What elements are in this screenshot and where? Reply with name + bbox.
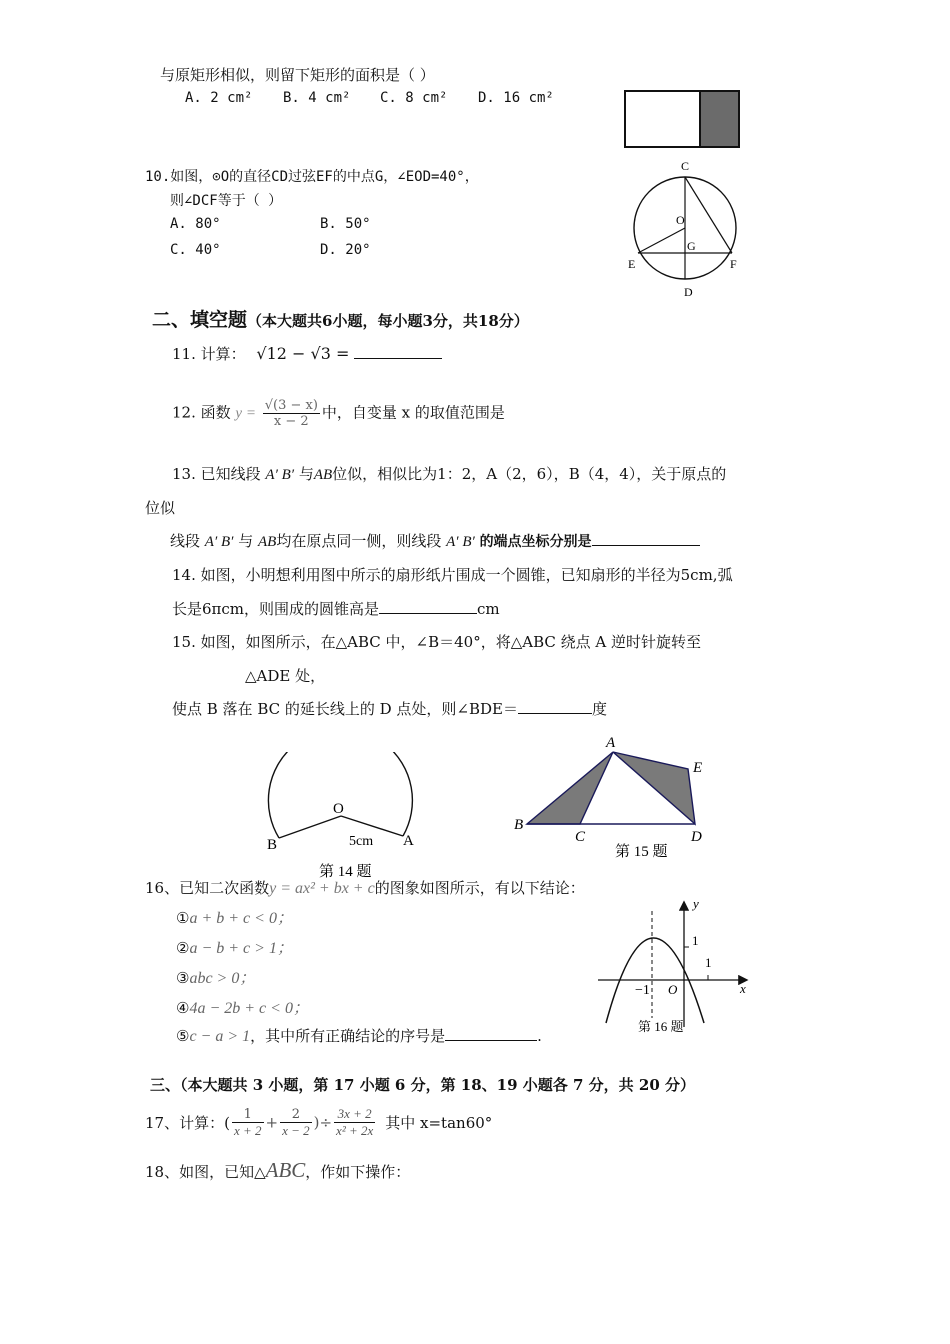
fig16-one-x: 1	[705, 955, 712, 970]
q12-suffix: 中，自变量 x 的取值范围是	[321, 403, 505, 422]
q10-label-c: C	[681, 159, 690, 173]
q9-text: 与原矩形相似，则留下矩形的面积是（ ）	[160, 66, 435, 84]
q13-text-d: 线段	[170, 532, 201, 550]
q16-item-2-num: ②	[176, 939, 190, 957]
q11-expr: √12 − √3 =	[256, 344, 350, 363]
q16-item-5-expr: c − a > 1	[189, 1028, 251, 1045]
q16-item-5	[176, 1025, 542, 1046]
fig15-label-a: A	[606, 735, 616, 751]
q14-line2	[172, 598, 500, 619]
q12	[172, 398, 505, 429]
q17-close: )÷	[313, 1113, 333, 1132]
q10-option-c: C. 40°	[170, 242, 221, 258]
q13-text-f: 均在原点同一侧，则线段	[276, 532, 442, 550]
q16-item-2-expr: a − b + c > 1；	[189, 940, 293, 957]
fig16-x-label: x	[740, 981, 746, 996]
q10-line1: 10.如图，⊙O的直径CD过弦EF的中点G，∠EOD=40°，	[145, 169, 479, 185]
q13-seg3: A′ B′	[204, 534, 234, 550]
q16-item-5-num: ⑤	[176, 1027, 190, 1045]
q13-text-e: 与	[238, 532, 254, 550]
q13-text-b: 与	[298, 465, 314, 483]
fig16-y-label: y	[693, 896, 699, 911]
fig16-neg-one: −1	[635, 983, 650, 998]
q13-point-b: B（4，4），关于原点的	[568, 465, 727, 483]
q11	[172, 343, 442, 364]
q15-line3	[172, 698, 607, 719]
q16-item-4	[176, 995, 309, 1018]
q15-text-a: 使点 B 落在 BC 的延长线上的 D 点处，则∠BDE＝	[172, 700, 519, 718]
fig14-label-b: B	[267, 837, 278, 853]
fig16-caption: 第 16 题	[638, 1019, 684, 1034]
q17-f2-den: x − 2	[282, 1122, 310, 1138]
q14-line1: 14. 如图，小明想利用图中所示的扇形纸片围成一个圆锥，已知扇形的半径为5cm,弧	[172, 566, 733, 584]
section2-note: （本大题共6小题，每小题3分，共18分）	[247, 312, 529, 330]
q12-prefix: 12. 函数	[172, 403, 231, 422]
q9-option-d: D. 16 cm²	[478, 90, 554, 106]
q13-answer-blank	[592, 531, 700, 546]
fig15-caption: 第 15 题	[615, 844, 668, 860]
q10-circle-figure	[620, 158, 750, 300]
section2-heading	[152, 305, 529, 332]
q16-intro-b: 的图象如图所示，有以下结论：	[374, 879, 585, 897]
q10-option-a: A. 80°	[170, 216, 221, 232]
q17-f2-num: 2	[291, 1106, 300, 1122]
fig15-label-b: B	[514, 817, 524, 833]
fig15-triangles	[505, 728, 730, 863]
q17-plus: +	[265, 1113, 279, 1132]
q15-text-b: 度	[592, 700, 608, 718]
q16-item-3-num: ③	[176, 969, 190, 987]
q17-f1-den: x + 2	[233, 1122, 262, 1138]
q14-text-a: 长是6πcm，则围成的圆锥高是	[172, 600, 380, 618]
q9-option-a: A. 2 cm²	[185, 90, 253, 106]
q10-option-b: B. 50°	[320, 216, 371, 232]
q17-fraction-3	[334, 1106, 375, 1139]
q18-prefix: 18、如图，已知△	[145, 1163, 266, 1181]
fig14-label-a: A	[403, 833, 414, 849]
q13-seg5: A′ B′	[446, 534, 475, 550]
q12-fraction	[263, 398, 320, 429]
q16-item-4-expr: 4a − 2b + c < 0；	[189, 1000, 309, 1017]
q16-tail: ，其中所有正确结论的序号是	[250, 1027, 446, 1045]
q18	[145, 1158, 410, 1183]
q10-label-e: E	[628, 257, 636, 271]
q13-point-a: A（2，6），	[486, 465, 569, 483]
q12-y: y =	[235, 405, 256, 422]
q13-line2: 位似	[145, 499, 176, 517]
section2-title: 二、填空题	[152, 309, 248, 331]
q17-fraction-1	[232, 1107, 264, 1139]
q10-label-o: O	[676, 213, 685, 227]
q17	[145, 1106, 492, 1139]
fig16-origin: O	[668, 982, 678, 997]
q10-label-d: D	[684, 285, 693, 299]
q14-answer-blank	[379, 599, 477, 614]
q13-line1	[172, 463, 726, 484]
q15-line2: △ADE 处，	[245, 667, 326, 685]
q16-item-1	[176, 905, 293, 928]
q16-item-4-num: ④	[176, 999, 190, 1017]
q16-period: .	[537, 1027, 542, 1045]
section3-title: 三、（本大题共 3 小题，第 17 小题 6 分，第 18、19 小题各 7 分，共 20 分）	[150, 1076, 695, 1094]
q10-line2: 则∠DCF等于（ ）	[170, 193, 283, 209]
q16-item-3	[176, 965, 255, 988]
fig15-label-d: D	[691, 829, 702, 845]
q16-intro	[145, 877, 585, 898]
fig16-graph	[592, 893, 757, 1038]
q10-option-d: D. 20°	[320, 242, 371, 258]
q16-item-1-expr: a + b + c < 0；	[189, 910, 293, 927]
q12-numerator: √(3 − x)	[264, 398, 318, 413]
q10-label-f: F	[730, 257, 737, 271]
q13-seg-ab-prime: A′ B′	[265, 467, 295, 483]
q16-function: y = ax² + bx + c	[269, 880, 375, 897]
q16-item-3-expr: abc > 0；	[189, 970, 256, 987]
q15-answer-blank	[518, 699, 592, 714]
q18-triangle: ABC	[265, 1158, 306, 1182]
q17-suffix: 其中 x=tan60°	[385, 1114, 493, 1132]
fig15-label-e: E	[693, 760, 703, 776]
q11-answer-blank	[354, 344, 442, 359]
fig15-label-c: C	[575, 829, 586, 845]
q9-option-c: C. 8 cm²	[380, 90, 448, 106]
fig14-radius-label: 5cm	[349, 834, 374, 849]
q13-line3	[170, 530, 700, 551]
q13-text-a: 13. 已知线段	[172, 465, 261, 483]
q9-option-b: B. 4 cm²	[283, 90, 351, 106]
q16-item-2	[176, 935, 293, 958]
q17-f3-den: x² + 2x	[336, 1123, 374, 1138]
q17-prefix: 17、计算：(	[145, 1114, 230, 1132]
fig14-label-o: O	[333, 801, 344, 817]
q16-intro-a: 16、已知二次函数	[145, 879, 270, 897]
q18-suffix: ，作如下操作：	[305, 1163, 411, 1181]
q16-item-1-num: ①	[176, 909, 190, 927]
q15-line1: 15. 如图，如图所示，在△ABC 中，∠B＝40°，将△ABC 绕点 A 逆时针旋转至	[172, 633, 702, 651]
q17-f1-num: 1	[243, 1106, 252, 1122]
fig14-caption: 第 14 题	[319, 864, 372, 880]
q13-seg-ab: AB	[313, 467, 333, 483]
q11-prefix: 11. 计算：	[172, 345, 246, 363]
fig14-sector	[258, 752, 428, 882]
q17-f3-num: 3x + 2	[337, 1106, 372, 1121]
q13-text-c: 位似，相似比为1：2，	[332, 465, 487, 483]
q14-text-b: cm	[477, 600, 500, 618]
q16-answer-blank	[445, 1026, 537, 1041]
q13-seg4: AB	[258, 534, 277, 550]
fig16-one-y: 1	[692, 933, 699, 948]
q9-rectangle-figure	[620, 86, 745, 152]
q12-denominator: x − 2	[263, 413, 320, 429]
q10-label-g: G	[687, 239, 696, 253]
q13-text-g: 的端点坐标分别是	[479, 534, 592, 550]
q17-fraction-2	[280, 1107, 312, 1139]
